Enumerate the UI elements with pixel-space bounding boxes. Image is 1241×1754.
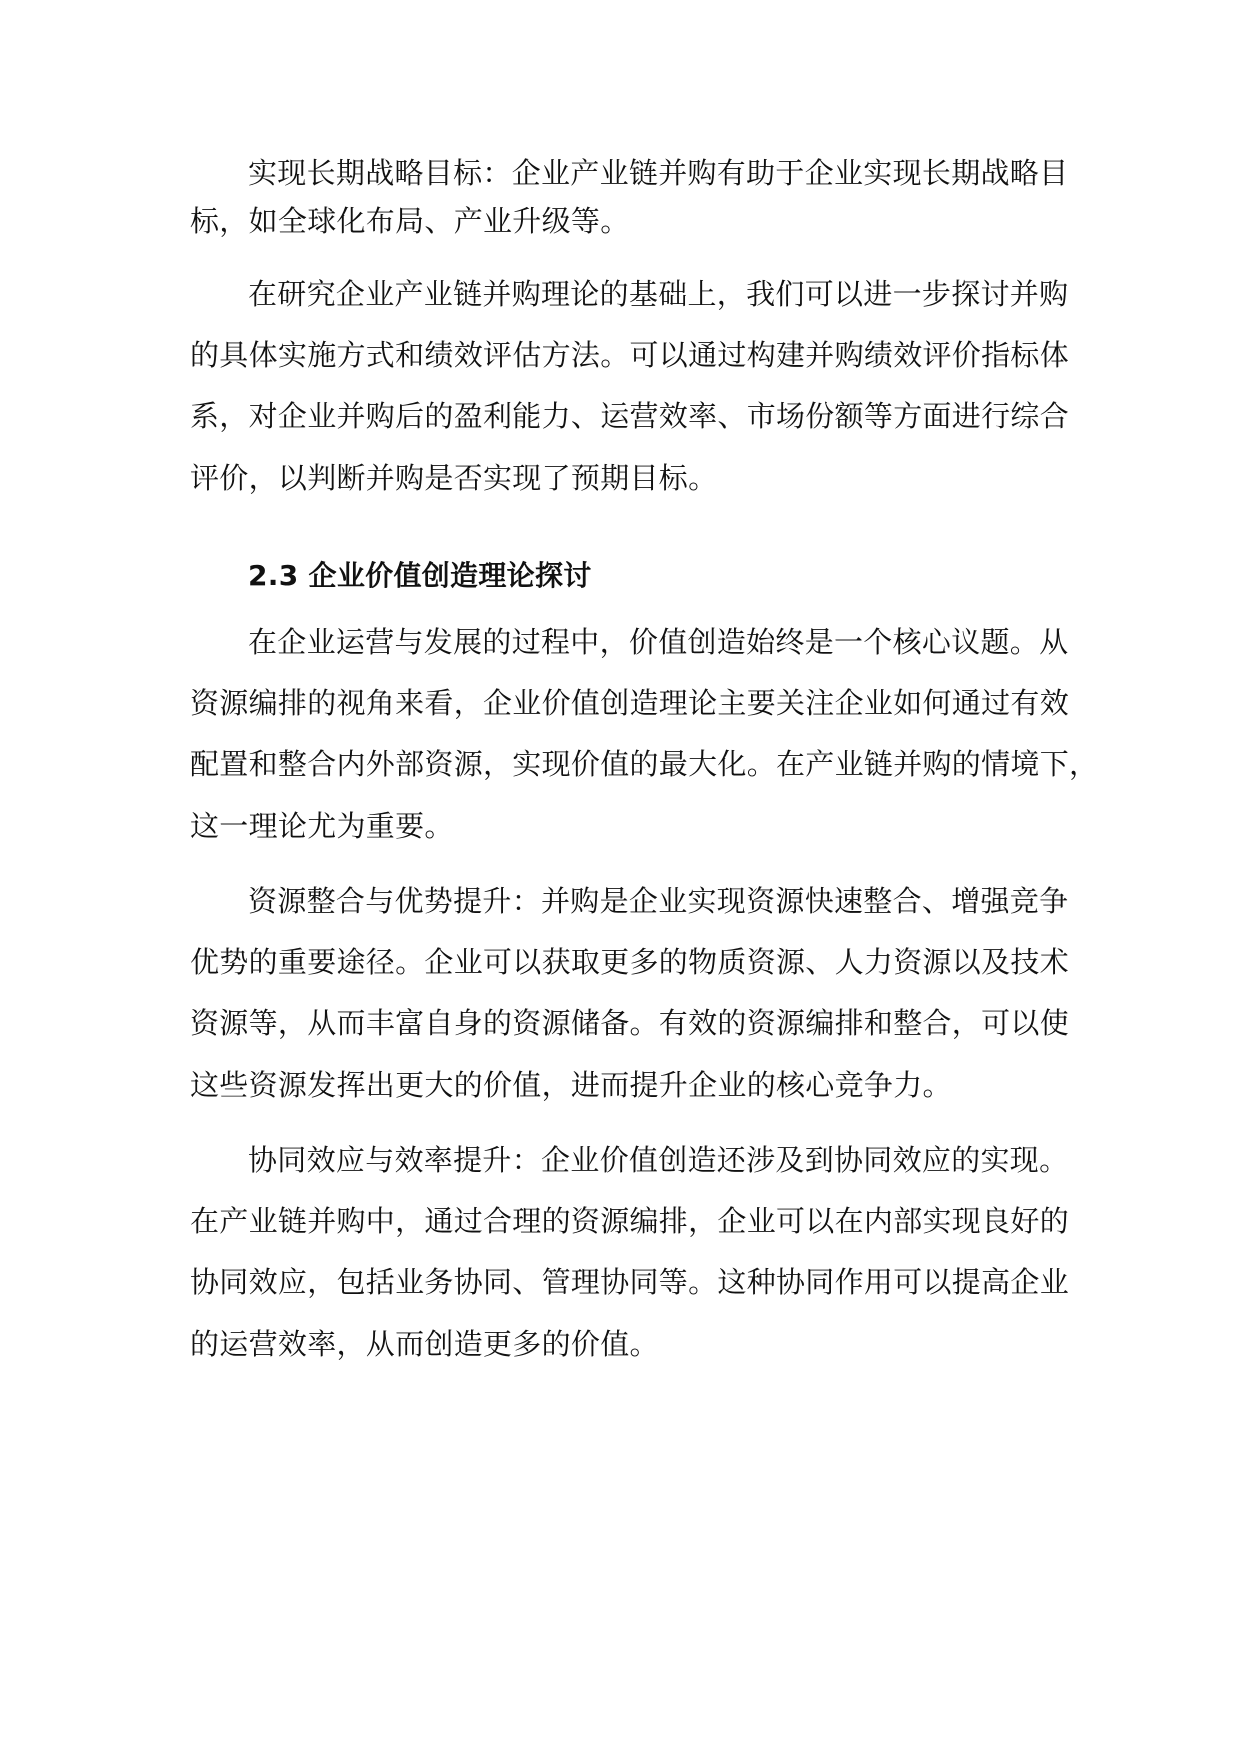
- paragraph-line: 协同效应，包括业务协同、管理协同等。这种协同作用可以提高企业: [190, 1265, 1070, 1299]
- paragraph-line: 实现长期战略目标：企业产业链并购有助于企业实现长期战略目: [248, 156, 1069, 190]
- paragraph-line: 的运营效率，从而创造更多的价值。: [190, 1327, 659, 1361]
- paragraph-line: 配置和整合内外部资源，实现价值的最大化。在产业链并购的情境下，: [190, 747, 1099, 781]
- paragraph-line: 资源编排的视角来看，企业价值创造理论主要关注企业如何通过有效: [190, 686, 1070, 720]
- paragraph-line: 标，如全球化布局、产业升级等。: [190, 204, 630, 238]
- paragraph-line: 的具体实施方式和绩效评估方法。可以通过构建并购绩效评价指标体: [190, 338, 1070, 372]
- paragraph-line: 资源等，从而丰富自身的资源储备。有效的资源编排和整合，可以使: [190, 1006, 1070, 1040]
- section-heading: 2.3 企业价值创造理论探讨: [248, 559, 592, 592]
- paragraph-line: 优势的重要途径。企业可以获取更多的物质资源、人力资源以及技术: [190, 945, 1070, 979]
- paragraph-line: 在产业链并购中，通过合理的资源编排，企业可以在内部实现良好的: [190, 1204, 1070, 1238]
- paragraph-line: 资源整合与优势提升：并购是企业实现资源快速整合、增强竞争: [248, 884, 1069, 918]
- paragraph-line: 在企业运营与发展的过程中，价值创造始终是一个核心议题。从: [248, 625, 1069, 659]
- paragraph-line: 协同效应与效率提升：企业价值创造还涉及到协同效应的实现。: [248, 1143, 1069, 1177]
- paragraph-line: 系，对企业并购后的盈利能力、运营效率、市场份额等方面进行综合: [190, 399, 1070, 433]
- paragraph-line: 这些资源发挥出更大的价值，进而提升企业的核心竞争力。: [190, 1068, 952, 1102]
- paragraph-line: 这一理论尤为重要。: [190, 809, 454, 843]
- paragraph-line: 评价，以判断并购是否实现了预期目标。: [190, 461, 718, 495]
- paragraph-line: 在研究企业产业链并购理论的基础上，我们可以进一步探讨并购: [248, 277, 1069, 311]
